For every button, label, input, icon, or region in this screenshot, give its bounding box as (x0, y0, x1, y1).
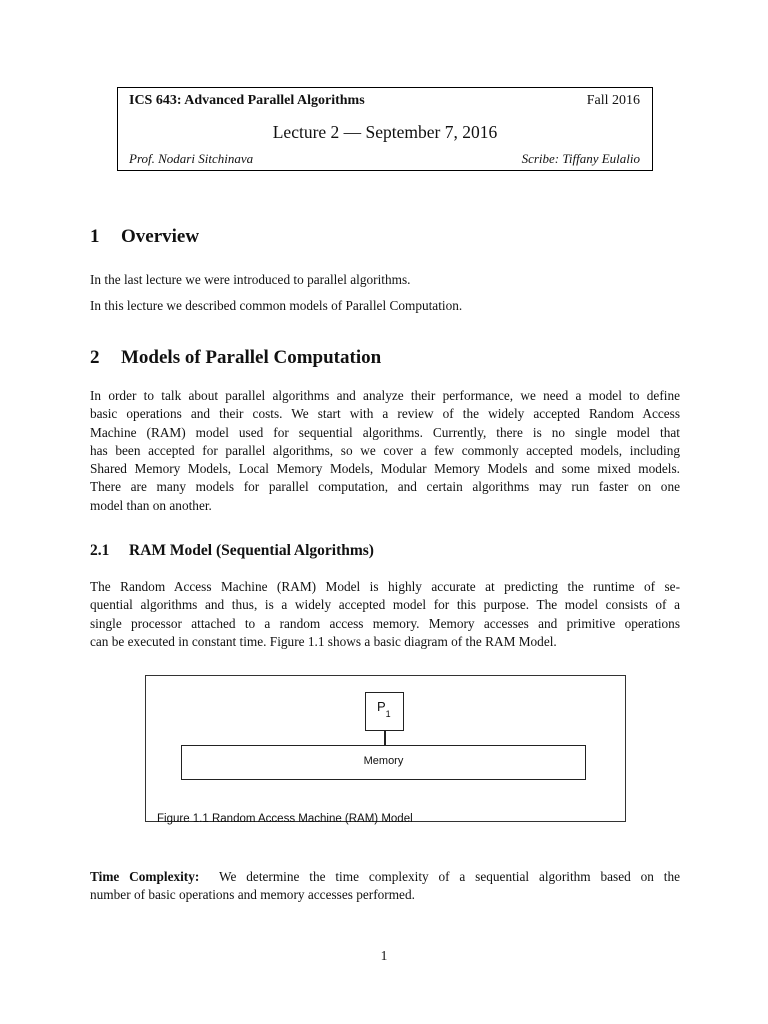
paragraph-line: In order to talk about parallel algorithms and analyze their performance, we need a model to define (90, 388, 680, 403)
paragraph-line: model than on another. (90, 497, 212, 513)
section-number: 2 (90, 347, 100, 368)
paragraph-line: can be executed in constant time. Figure 1.1 shows a basic diagram of the RAM Model. (90, 633, 557, 649)
scribe-name: Scribe: Tiffany Eulalio (521, 151, 640, 166)
overview-paragraph-1: In the last lecture we were introduced to parallel algorithms. (90, 272, 411, 287)
paragraph-line: has been accepted for parallel algorithms, so we cover a few commonly accepted models, including (90, 442, 680, 458)
paragraph-line: number of basic operations and memory accesses performed. (90, 887, 415, 903)
lecture-header-box (117, 87, 653, 171)
lecture-title: Lecture 2 — September 7, 2016 (272, 122, 498, 142)
memory-label: Memory (363, 755, 404, 767)
paragraph-line: There are many models for parallel computation, and certain algorithms may run faster on one (90, 479, 680, 495)
paragraph-line: Time Complexity: We determine the time complexity of a sequential algorithm based on the (90, 869, 680, 884)
time-complexity-label: Time Complexity: (90, 869, 200, 884)
subsection-heading-ram (90, 542, 374, 560)
section-title: Overview (121, 226, 200, 247)
overview-paragraph-2: In this lecture we described common models of Parallel Computation. (90, 298, 463, 313)
ram-paragraph (90, 578, 680, 651)
paragraph-line: Machine (RAM) model used for sequential algorithms. Currently, there is no single model that (90, 424, 680, 440)
memory-box (181, 745, 586, 780)
paragraph-line: quential algorithms and thus, is a widely accepted model for this purpose. The model consists of a (90, 597, 680, 613)
section-heading-models (90, 347, 381, 369)
processor-box (365, 692, 404, 731)
page-number: 1 (380, 948, 388, 963)
paragraph-line: basic operations and their costs. We start with a review of the widely accepted Random Access (90, 406, 680, 422)
models-paragraph (90, 387, 680, 515)
course-title: ICS 643: Advanced Parallel Algorithms (129, 93, 365, 108)
section-title: Models of Parallel Computation (121, 347, 382, 368)
subsection-title: RAM Model (Sequential Algorithms) (129, 542, 374, 559)
term: Fall 2016 (586, 93, 640, 108)
section-heading-overview (90, 226, 199, 248)
professor-name: Prof. Nodari Sitchinava (129, 151, 254, 166)
paragraph-line: single processor attached to a random access memory. Memory accesses and primitive operations (90, 615, 680, 631)
subsection-number: 2.1 (90, 542, 110, 559)
processor-label: $P_1$ (377, 699, 391, 719)
figure-caption: Figure 1.1 Random Access Machine (RAM) Model (157, 813, 413, 825)
paragraph-line: Shared Memory Models, Local Memory Models, Modular Memory Models and some mixed models. (90, 461, 680, 477)
section-number: 1 (90, 226, 100, 247)
time-complexity-paragraph (90, 868, 680, 905)
paragraph-line: The Random Access Machine (RAM) Model is highly accurate at predicting the runtime of se- (90, 579, 680, 594)
processor-memory-connector (384, 730, 386, 745)
